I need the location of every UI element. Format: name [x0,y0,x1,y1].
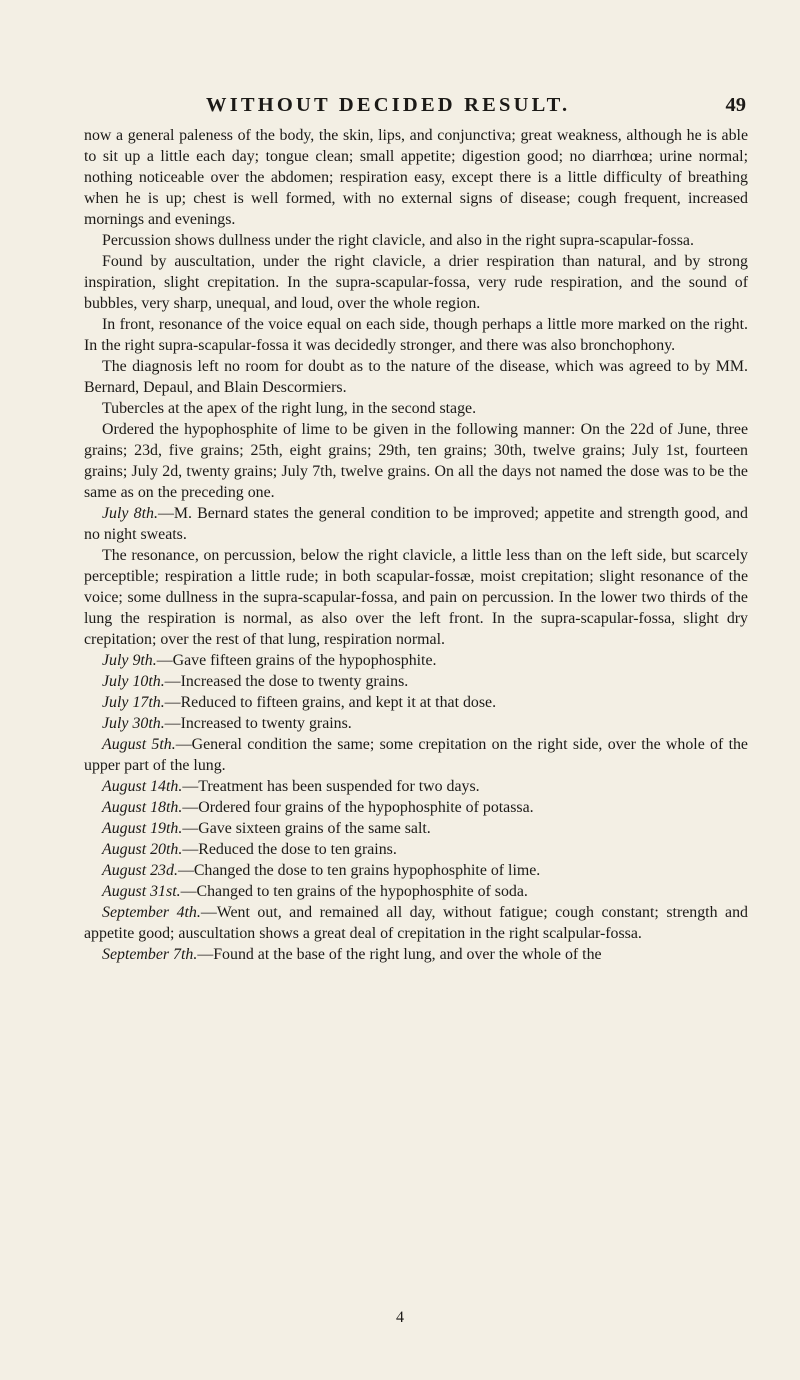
entry-date: July 17th. [102,694,165,711]
body-text [84,125,748,965]
paragraph-text: Found by auscultation, under the right clavicle, a drier respiration than natural, and by strong inspiration, slight crepitation. In the supra-scapular-fossa, very rude respiration, and the sound of bubbles, very sharp, unequal, and loud, over the whole region. [84,253,748,312]
page-number: 49 [725,94,746,116]
paragraph-text: —Went out, and remained all day, without fatigue; cough constant; strength and appetite good; auscultation shows a great deal of crepitation in the right scalpular-fossa. [84,904,748,942]
dated-entry [84,818,748,839]
entry-date: August 5th. [102,736,176,753]
paragraph-text: —Changed the dose to ten grains hypophosphite of lime. [177,862,541,879]
dated-entry [84,776,748,797]
dated-entry [84,839,748,860]
entry-date: July 30th. [102,715,165,732]
paragraph [84,230,748,251]
signature-mark: 4 [396,1309,404,1326]
dated-entry [84,713,748,734]
dated-entry [84,881,748,902]
dated-entry [84,797,748,818]
dated-entry [84,503,748,545]
dated-entry [84,671,748,692]
running-title: WITHOUT DECIDED RESULT. [206,94,571,116]
dated-entry [84,650,748,671]
entry-date: August 20th. [102,841,183,858]
paragraph-text: —Treatment has been suspended for two days. [182,778,480,795]
paragraph-text: —M. Bernard states the general condition to be improved; appetite and strength good, and no night sweats. [84,505,749,543]
entry-date: September 7th. [102,946,198,963]
dated-entry [84,902,748,944]
paragraph-text: Ordered the hypophosphite of lime to be given in the following manner: On the 22d of June, three grains; 23d, five grains; 25th, eight grains; 29th, ten grains; 30th, twelve grains; July 1st, fourteen grains; July 2d, twenty grains; July 7th, twelve grains. On all the days not named the dose was to be the same as on the preceding one. [84,421,748,501]
dated-entry [84,860,748,881]
paragraph-text: —Increased to twenty grains. [164,715,352,732]
paragraph-text: —Ordered four grains of the hypophosphite of potassa. [182,799,534,816]
paragraph [84,419,748,503]
paragraph-text: now a general paleness of the body, the skin, lips, and conjunctiva; great weakness, although he is able to sit up a little each day; tongue clean; small appetite; digestion good; no diarrhœa; urine normal; nothing noticeable over the abdomen; respiration easy, except there is a little difficulty of breathing when he is up; chest is well formed, with no external signs of disease; cough frequent, increased mornings and evenings. [84,127,748,228]
paragraph-text: —Changed to ten grains of the hypophosphite of soda. [180,883,528,900]
paragraph-text: In front, resonance of the voice equal on each side, though perhaps a little more marked on the right. In the right supra-scapular-fossa it was decidedly stronger, and there was also bronchophony. [84,316,748,354]
paragraph-text: Percussion shows dullness under the right clavicle, and also in the right supra-scapular-fossa. [102,232,694,249]
paragraph [84,251,748,314]
paragraph-text: Tubercles at the apex of the right lung, in the second stage. [102,400,477,417]
paragraph [84,356,748,398]
paragraph-text: —Gave sixteen grains of the same salt. [182,820,431,837]
entry-date: August 23d. [102,862,178,879]
dated-entry [84,944,748,965]
paragraph-text: —Reduced to fifteen grains, and kept it at that dose. [164,694,497,711]
entry-date: August 31st. [102,883,181,900]
paragraph-text: —Increased the dose to twenty grains. [164,673,409,690]
paragraph-text: —Gave fifteen grains of the hypophosphite. [156,652,437,669]
paragraph [84,398,748,419]
paragraph [84,125,748,230]
paragraph-text: The resonance, on percussion, below the right clavicle, a little less than on the left side, but scarcely perceptible; respiration a little rude; in both scapular-fossæ, moist crepitation; slight resonance of the voice; some dullness in the supra-scapular-fossa, and pain on percussion. In the lower two thirds of the lung the respiration is normal, as also over the left front. In the supra-scapular-fossa, slight dry crepitation; over the rest of that lung, respiration normal. [84,547,748,648]
paragraph-text: —General condition the same; some crepitation on the right side, over the whole of the upper part of the lung. [84,736,748,774]
entry-date: July 9th. [102,652,157,669]
entry-date: July 10th. [102,673,165,690]
paragraph-text: —Found at the base of the right lung, and over the whole of the [197,946,602,963]
entry-date: August 19th. [102,820,183,837]
paragraph-text: —Reduced the dose to ten grains. [182,841,397,858]
paragraph [84,314,748,356]
dated-entry [84,692,748,713]
entry-date: September 4th. [102,904,201,921]
running-header [206,94,746,117]
paragraph [84,545,748,650]
entry-date: July 8th. [102,505,158,522]
dated-entry [84,734,748,776]
entry-date: August 18th. [102,799,183,816]
entry-date: August 14th. [102,778,183,795]
paragraph-text: The diagnosis left no room for doubt as to the nature of the disease, which was agreed to by MM. Bernard, Depaul, and Blain Descormiers. [84,358,748,396]
